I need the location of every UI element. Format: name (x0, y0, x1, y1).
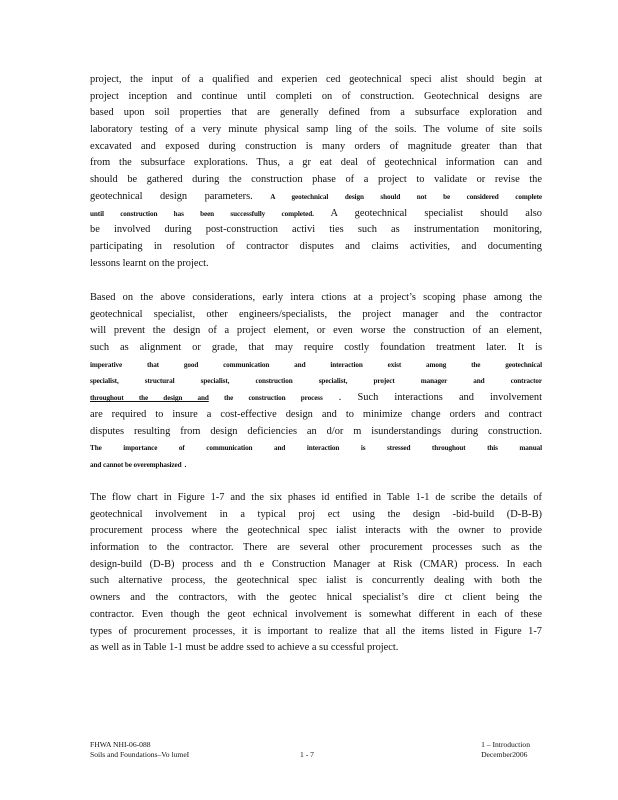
body-text: be involved during post-construction activi ties such as instrumentation monitoring, (90, 224, 542, 236)
text-line (90, 607, 542, 624)
text-line (90, 590, 542, 607)
body-text: project inception and continue until completi on of construction. Geotechnical designs are (90, 90, 542, 102)
text-line (90, 323, 542, 340)
body-text: disputes resulting from design deficiencies an d/or m isunderstandings during construction. (90, 425, 542, 437)
footer-chapter: 1 – Introduction (481, 740, 530, 749)
text-line (90, 105, 542, 122)
text-line (90, 307, 542, 324)
body-text: types of procurement processes, it is important to realize that all the items listed in Figure 1-7 (90, 625, 542, 637)
text-line (90, 222, 542, 239)
emphasized-text: specialist, structural specialist, construction specialist, project manager and contractor (90, 377, 542, 386)
body-text: The flow chart in Figure 1-7 and the six phases id entified in Table 1-1 de scribe the details of (90, 492, 542, 503)
text-line (90, 72, 542, 89)
text-line (90, 206, 542, 223)
text-line (90, 373, 542, 390)
emphasized-text: The importance of communication and interaction is stressed throughout this manual (90, 444, 542, 453)
body-text: such as alignment or grade, that may require costly foundation treatment later. It is (90, 342, 542, 354)
emphasized-text: until construction has been successfully completed. (90, 209, 314, 218)
body-text: geotechnical design parameters. (90, 190, 271, 202)
body-text: laboratory testing of a very minute physical samp ling of the soils. The volume of site soils (90, 124, 542, 136)
text-line (90, 89, 542, 106)
body-text: Based on the above considerations, early intera ctions at a project’s scoping phase among the (90, 292, 542, 303)
body-text: geotechnical involvement in a typical proj ect using the design -bid-build (D-B-B) (90, 508, 542, 520)
body-text: . (181, 458, 187, 470)
body-text: as well as in Table 1-1 must be addre ssed to achieve a su ccessful project. (90, 642, 399, 654)
text-line (90, 540, 542, 557)
text-line (90, 490, 542, 507)
paragraph-1 (90, 72, 542, 272)
text-line (90, 573, 542, 590)
body-text: such alternative process, the geotechnical spec ialist is concurrently dealing with both the (90, 575, 542, 587)
footer-right (481, 740, 530, 760)
body-text: participating in resolution of contractor disputes and claims activities, and documenting (90, 240, 542, 252)
paragraph-2 (90, 290, 542, 474)
body-text: . Such interactions and involvement (322, 392, 542, 404)
text-line (90, 457, 542, 474)
emphasized-text: A geotechnical design should not be considered complete (270, 192, 542, 201)
footer-left (90, 740, 189, 760)
text-line (90, 155, 542, 172)
body-text: project, the input of a qualified and experien ced geotechnical speci alist should begin at (90, 74, 542, 85)
text-line (90, 390, 542, 407)
text-line (90, 424, 542, 441)
body-text: based upon soil properties that are generally defined from a subsurface exploration and (90, 107, 542, 119)
body-text: should be gathered during the construction phase of a project to validate or revise the (90, 174, 542, 186)
text-line (90, 407, 542, 424)
body-text: geotechnical specialist, other engineers/specialists, the project manager and the contractor (90, 308, 542, 320)
text-line (90, 172, 542, 189)
emphasized-text: the construction process (208, 394, 323, 403)
text-line (90, 189, 542, 206)
text-line (90, 357, 542, 374)
body-text: contractor. Even though the geot echnical involvement is somewhat different in each of these (90, 608, 542, 620)
page-number: 1 - 7 (300, 750, 314, 759)
text-line (90, 523, 542, 540)
text-line (90, 440, 542, 457)
emphasized-text: and cannot be overemphasized (90, 460, 182, 469)
body-text: are required to insure a cost-effective design and to minimize change orders and contract (90, 408, 542, 420)
text-line (90, 640, 542, 657)
footer-report-number: FHWA NHI-06-088 (90, 740, 151, 749)
page-footer (90, 740, 542, 764)
text-line (90, 290, 542, 307)
body-text: design-build (D-B) process and th e Construction Manager at Risk (CMAR) process. In each (90, 558, 542, 570)
emphasized-text: throughout the design and (90, 394, 209, 403)
text-line (90, 557, 542, 574)
text-line (90, 507, 542, 524)
paragraph-3 (90, 490, 542, 657)
body-text: from the subsurface explorations. Thus, a gr eat deal of geotechnical information can and (90, 157, 542, 169)
body-text: excavated and exposed during construction is many orders of magnitude greater than that (90, 140, 542, 152)
text-line (90, 340, 542, 357)
text-line (90, 122, 542, 139)
body-text: lessons learnt on the project. (90, 257, 209, 269)
footer-volume-title: Soils and Foundations–Vo lumeI (90, 750, 190, 759)
text-line (90, 624, 542, 641)
text-line (90, 139, 542, 156)
body-text: procurement process where the geotechnical spec ialist interacts with the owner to provide (90, 525, 542, 537)
body-text: A geotechnical specialist should also (313, 207, 542, 219)
footer-date: December2006 (481, 750, 528, 759)
emphasized-text: imperative that good communication and interaction exist among the geotechnical (90, 360, 542, 369)
text-line (90, 256, 542, 273)
body-text: information to the contractor. There are several other procurement processes such as the (90, 542, 542, 554)
body-text: will prevent the design of a project element, or even worse the construction of an element, (90, 325, 542, 337)
body-text: owners and the contractors, with the geotec hnical specialist’s dire ct client being the (90, 592, 542, 604)
text-line (90, 239, 542, 256)
